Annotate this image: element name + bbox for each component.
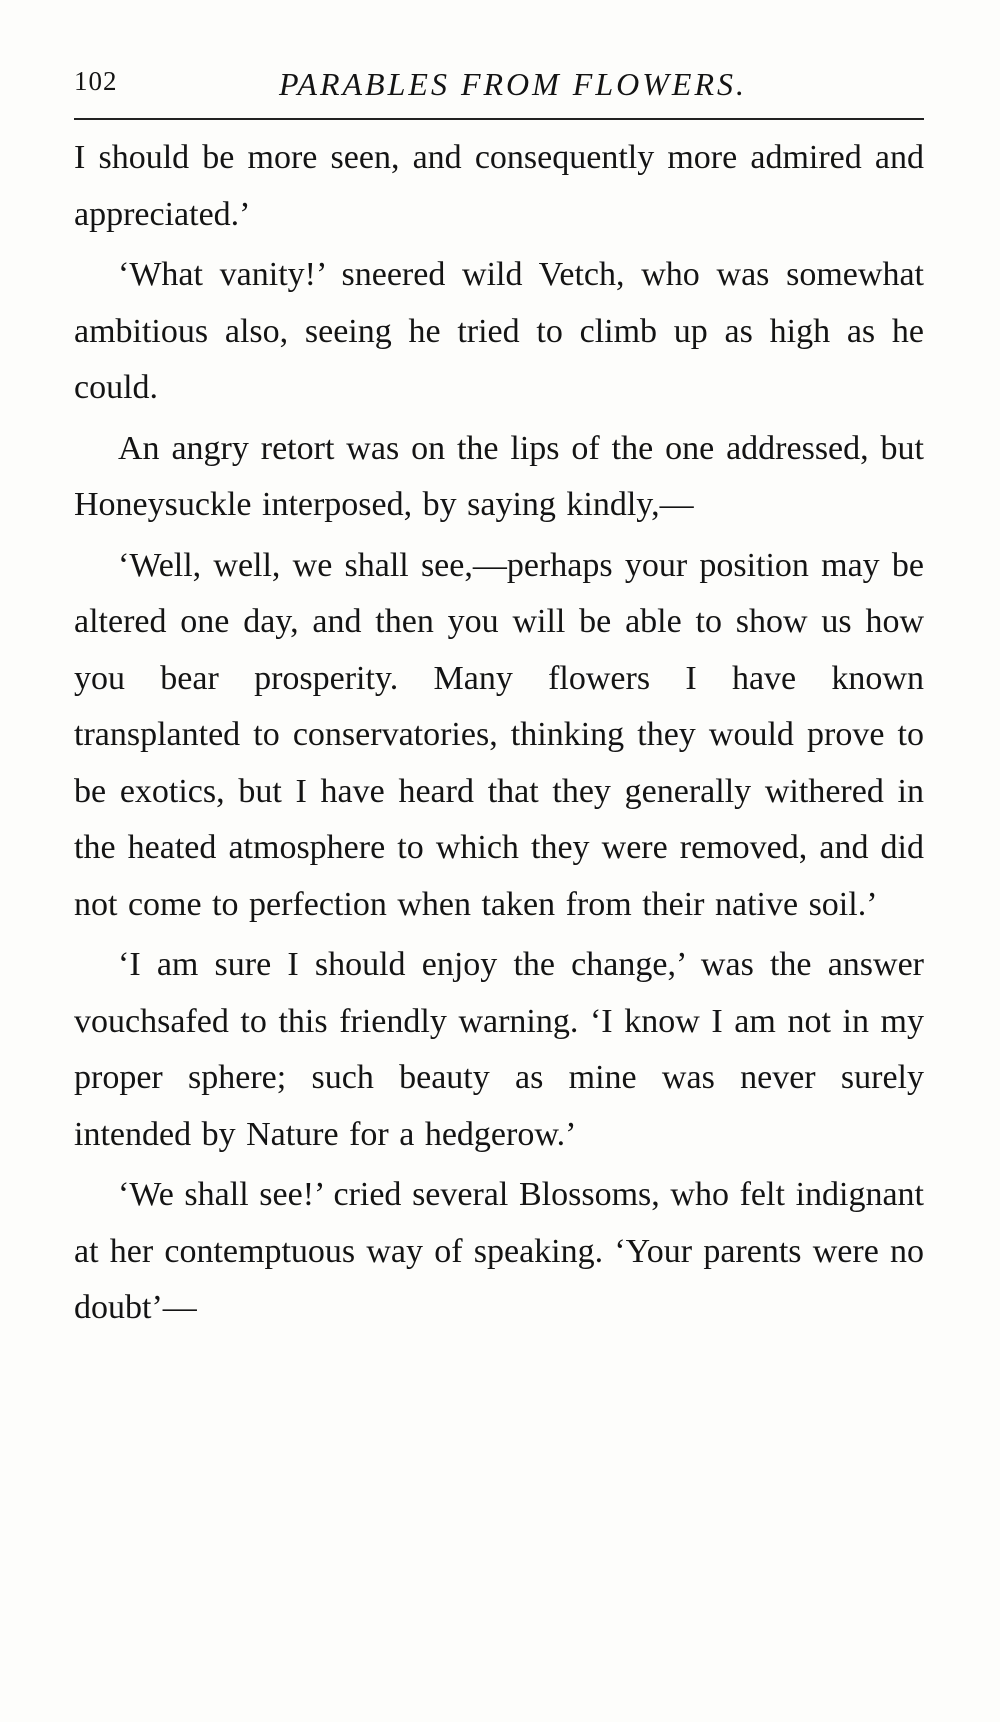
running-title: PARABLES FROM FLOWERS. bbox=[278, 66, 747, 102]
paragraph-retort: An angry retort was on the lips of the one addressed, but Honeysuckle interposed, by saying kindly,— bbox=[74, 429, 924, 523]
header-rule bbox=[74, 118, 924, 120]
paragraph-vetch: ‘What vanity!’ sneered wild Vetch, who was somewhat ambitious also, seeing he tried to climb up as high as he could. bbox=[74, 256, 924, 406]
running-head bbox=[74, 50, 924, 120]
paragraph-blossoms: ‘We shall see!’ cried several Blossoms, who felt indignant at her contemptuous way of speaking. ‘Your parents were no doubt’— bbox=[74, 1176, 924, 1326]
paragraph-continuation: I should be more seen, and consequently more admired and appreciated.’ bbox=[74, 139, 924, 233]
body-text bbox=[74, 130, 924, 1341]
paragraph-answer: ‘I am sure I should enjoy the change,’ was the answer vouchsafed to this friendly warning. ‘I know I am not in my proper sphere; such beauty as mine was never surely intended by Nature for a hedgerow.’ bbox=[74, 946, 924, 1153]
page-number: 102 bbox=[74, 66, 118, 96]
paragraph-honeysuckle: ‘Well, well, we shall see,—perhaps your position may be altered one day, and then you will be able to show us how you bear prosperity. Many flowers I have known transplanted to conservatories, thinking they would prove to be exotics, but I have heard that they generally withered in the heated atmosphere to which they were removed, and did not come to perfection when taken from their native soil.’ bbox=[74, 546, 924, 923]
